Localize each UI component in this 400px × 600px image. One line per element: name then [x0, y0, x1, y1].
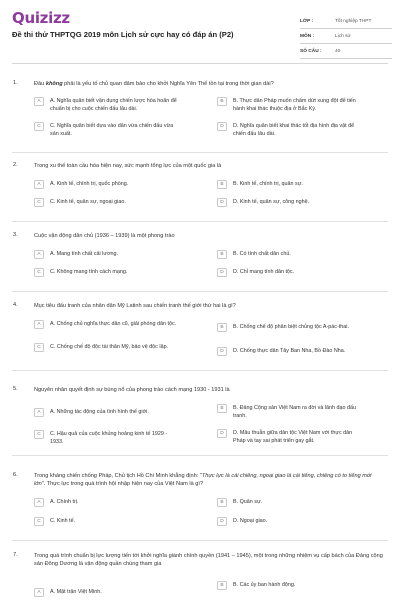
- option-text: A. Chống chủ nghĩa thực dân cũ, giải phóng dân tộc.: [50, 321, 177, 327]
- meta-row-class: [300, 14, 392, 29]
- option-text: D. Nghĩa quân biết khai thác tốt địa hình địa vật để chiến đấu lâu dài.: [233, 123, 355, 137]
- option-c[interactable]: [34, 123, 180, 138]
- option-c[interactable]: [34, 344, 180, 352]
- question-number: 3.: [13, 232, 18, 238]
- question-text: Trong quá trình chuẩn bị lực lượng tiến tới khởi nghĩa giành chính quyền (1941 – 1945), một trong những nhiệm vụ cấp bách của Đảng cộng sản Đông Dương là vận động quần chúng tham gia: [34, 553, 383, 567]
- option-b[interactable]: [217, 98, 363, 113]
- question-number: 2.: [13, 162, 18, 168]
- question-number: 7.: [13, 552, 18, 558]
- option-letter-box: D: [217, 268, 227, 277]
- question-number: 5.: [13, 386, 18, 392]
- option-text: B. Có tính chất dân chủ.: [233, 251, 291, 257]
- meta-label: MÔN :: [300, 33, 315, 39]
- option-letter-box: B: [217, 581, 227, 590]
- option-letter-box: C: [34, 198, 44, 207]
- option-text: A. Những tác động của tình hình thế giới.: [50, 409, 149, 415]
- question-text-part: phải là yếu tố chủ quan đảm bảo cho khởi Nghĩa Yên Thế tồn tại trong thời gian dài?: [62, 81, 274, 87]
- option-letter-box: D: [217, 198, 227, 207]
- option-d[interactable]: [217, 348, 363, 356]
- question-divider: [12, 540, 388, 541]
- option-a[interactable]: [34, 499, 180, 507]
- option-d[interactable]: [217, 269, 363, 277]
- option-text: B. Thực dân Pháp muốn chấm dứt xung đột để tiến hành khai thác thuộc địa ở Bắc Kỳ.: [233, 98, 356, 112]
- question-text-part: Đâu: [34, 81, 46, 87]
- question-number: 4.: [13, 302, 18, 308]
- question-text: [34, 472, 384, 488]
- question-text: Mục tiêu đấu tranh của nhân dân Mỹ Latinh sau chiến tranh thế giới thứ hai là gì?: [34, 303, 236, 309]
- question-text: Nguyên nhân quyết định sự bùng nổ của phong trào cách mạng 1930 - 1931 là: [34, 387, 230, 393]
- quiz-header: [0, 0, 400, 68]
- option-a[interactable]: [34, 98, 180, 113]
- option-letter-box: C: [34, 517, 44, 526]
- option-d[interactable]: [217, 518, 363, 526]
- meta-value: Tốt nghiệp THPT: [335, 18, 372, 24]
- option-text: C. Nghĩa quân biết dựa vào dân vừa chiến đấu vừa sản xuất.: [50, 123, 174, 137]
- option-letter-box: C: [34, 430, 44, 439]
- option-letter-box: A: [34, 408, 44, 417]
- option-b[interactable]: [217, 499, 363, 507]
- option-letter-box: A: [34, 97, 44, 106]
- meta-row-question-count: [300, 44, 392, 59]
- option-letter-box: A: [34, 498, 44, 507]
- option-d[interactable]: [217, 199, 363, 207]
- option-letter-box: D: [217, 429, 227, 438]
- meta-row-subject: [300, 29, 392, 44]
- option-a[interactable]: [34, 409, 180, 417]
- option-text: B. Kinh tế, chính trị, quân sự.: [233, 181, 303, 187]
- question-divider: [12, 152, 388, 153]
- option-a[interactable]: [34, 321, 180, 329]
- option-letter-box: B: [217, 404, 227, 413]
- option-c[interactable]: [34, 199, 180, 207]
- option-letter-box: A: [34, 588, 44, 597]
- option-letter-box: C: [34, 122, 44, 131]
- option-text: C. Không mang tính cách mạng.: [50, 269, 128, 275]
- option-text: D. Chống thực dân Tây Ban Nha, Bồ Đào Nha.: [233, 348, 346, 354]
- option-text: D. Chỉ mang tính dân tộc.: [233, 269, 295, 275]
- option-text: B. Đảng Cộng sản Việt Nam ra đời và lãnh đạo đấu tranh.: [233, 405, 357, 419]
- question-divider: [12, 455, 388, 456]
- option-c[interactable]: [34, 431, 180, 446]
- option-letter-box: C: [34, 343, 44, 352]
- option-text: C. Kinh tế, quân sự, ngoại giao.: [50, 199, 126, 205]
- option-text: B. Chống chế độ phân biệt chủng tộc A-pác-thai.: [233, 324, 349, 330]
- option-a[interactable]: [34, 251, 180, 259]
- question-divider: [12, 370, 388, 371]
- option-b[interactable]: [217, 582, 363, 590]
- meta-label: LỚP :: [300, 18, 314, 24]
- option-text: D. Kinh tế, quân sự, công nghệ.: [233, 199, 310, 205]
- meta-value: 40: [335, 48, 341, 54]
- option-c[interactable]: [34, 269, 180, 277]
- option-b[interactable]: [217, 405, 363, 420]
- question-divider: [12, 221, 388, 222]
- option-text: C. Hậu quả của cuộc khủng hoảng kinh tế 1929 - 1933.: [50, 431, 168, 445]
- option-letter-box: B: [217, 323, 227, 332]
- document-title: Đề thi thử THPTQG 2019 môn Lịch sử cực hay có đáp án (P2): [12, 30, 234, 39]
- meta-value: Lịch sử: [335, 33, 351, 39]
- option-letter-box: C: [34, 268, 44, 277]
- question-divider: [12, 291, 388, 292]
- option-d[interactable]: [217, 123, 363, 138]
- option-text: A. Mặt trận Việt Minh.: [50, 589, 102, 595]
- option-letter-box: A: [34, 320, 44, 329]
- option-letter-box: A: [34, 180, 44, 189]
- option-text: A. Chính trị.: [50, 499, 79, 505]
- question-text-part: ". Thực lực trong quá trình hội nhập hiện nay của Việt Nam là gì?: [41, 481, 204, 487]
- option-letter-box: B: [217, 180, 227, 189]
- option-text: D. Mâu thuẫn giữa dân tộc Việt Nam với thực dân Pháp và tay sai phát triển gay gắt.: [233, 430, 353, 444]
- question-text-emphasis: không: [45, 81, 63, 87]
- option-text: A. Mang tính chất cải lương.: [50, 251, 118, 257]
- question-text: Trong xu thế toàn cầu hóa hiện nay, sức mạnh tổng lực của một quốc gia là: [34, 163, 222, 169]
- question-text: Cuộc vận động dân chủ (1936 – 1939) là một phong trào: [34, 233, 175, 239]
- option-letter-box: B: [217, 250, 227, 259]
- option-text: A. Nghĩa quân biết vận dụng chiến lược hòa hoãn để chuẩn bị cho cuộc chiến đấu lâu dài.: [50, 98, 177, 112]
- option-text: B. Các ủy ban hành động.: [233, 582, 296, 588]
- question-text: [34, 80, 384, 88]
- option-letter-box: D: [217, 517, 227, 526]
- header-divider: [12, 63, 388, 64]
- quiz-meta-table: [300, 14, 392, 59]
- option-a[interactable]: [34, 589, 180, 597]
- option-text: A. Kinh tế, chính trị, quốc phòng.: [50, 181, 129, 187]
- option-c[interactable]: [34, 518, 180, 526]
- option-b[interactable]: [217, 324, 363, 332]
- meta-label: SỐ CÂU :: [300, 48, 322, 54]
- option-d[interactable]: [217, 430, 363, 445]
- question-number: 6.: [13, 472, 18, 478]
- option-letter-box: A: [34, 250, 44, 259]
- option-b[interactable]: [217, 181, 363, 189]
- option-letter-box: B: [217, 498, 227, 507]
- option-letter-box: B: [217, 97, 227, 106]
- option-text: B. Quân sự.: [233, 499, 263, 505]
- option-a[interactable]: [34, 181, 180, 189]
- option-text: C. Chống chế độ độc tài thân Mỹ, bảo vệ độc lập.: [50, 344, 169, 350]
- question-quote: Thực lực là cái chiêng, ngoại giao là cái tiếng, chiêng có to tiếng mới lớn: [34, 473, 372, 487]
- option-letter-box: D: [217, 122, 227, 131]
- option-text: C. Kinh tế.: [50, 518, 76, 524]
- option-letter-box: D: [217, 347, 227, 356]
- question-number: 1.: [13, 80, 18, 86]
- option-text: D. Ngoại giao.: [233, 518, 268, 524]
- quizizz-logo: Quizizz: [12, 9, 70, 27]
- option-b[interactable]: [217, 251, 363, 259]
- question-text-part: Trong kháng chiến chống Pháp, Chủ tịch Hồ Chí Minh khẳng định: ": [34, 473, 202, 479]
